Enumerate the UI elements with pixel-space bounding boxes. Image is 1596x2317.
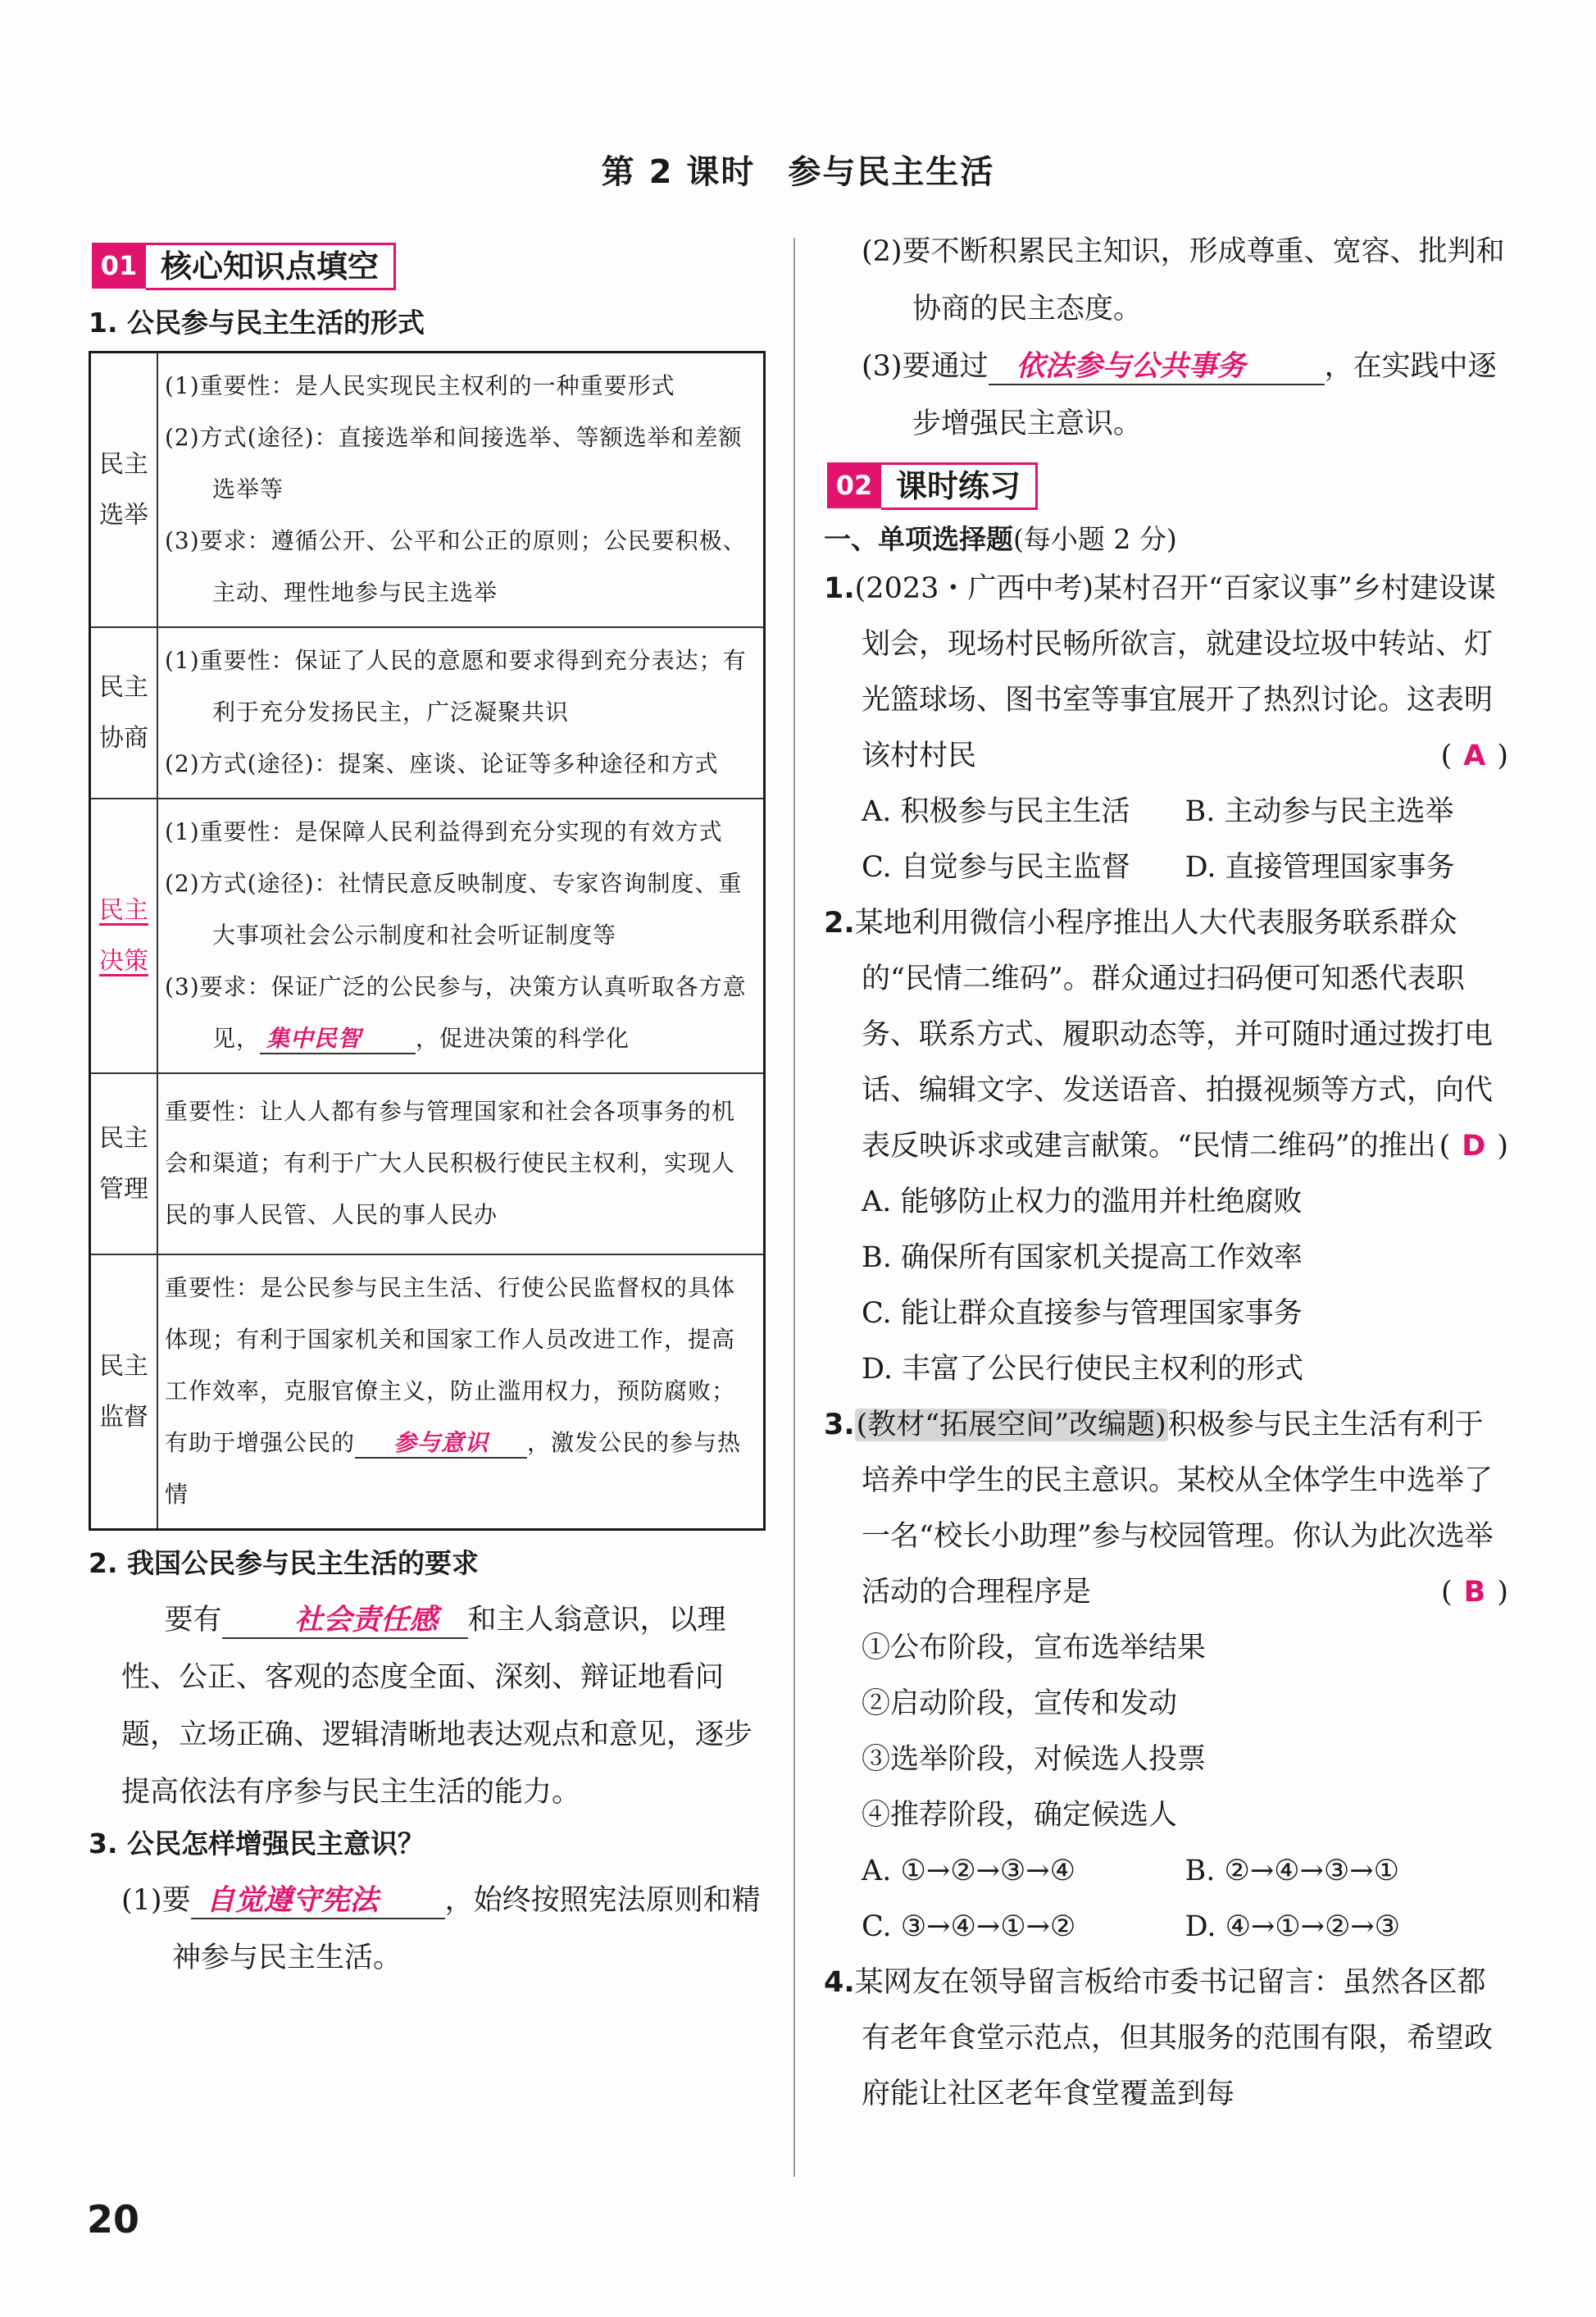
page-number: 20 xyxy=(87,2197,140,2242)
step-item: ③选举阶段，对候选人投票 xyxy=(862,1743,1207,1776)
list-item: (2)方式(途径)：社情民意反映制度、专家咨询制度、重大事项社会公示制度和社会听证制度等 xyxy=(165,870,743,949)
question-source: (2023・广西中考) xyxy=(854,572,1094,605)
list-item: (1)重要性：是保障人民利益得到充分实现的有效方式 xyxy=(165,818,723,845)
section-number: 02 xyxy=(827,462,881,508)
row-content xyxy=(157,627,765,799)
answer-slot: ( D ) xyxy=(1439,1130,1508,1163)
step-item: ②启动阶段，宣传和发动 xyxy=(862,1687,1178,1720)
row-head: 民主协商 xyxy=(90,627,158,799)
row-head: 民主监督 xyxy=(90,1254,158,1530)
fill-answer: 社会责任感 xyxy=(222,1603,468,1639)
forms-table xyxy=(89,351,766,1531)
awareness-item-3: (3)要通过 依法参与公共事务 ，在实践中逐步增强民主意识。 xyxy=(862,349,1497,440)
table-row xyxy=(90,1073,765,1254)
answer-slot: ( B ) xyxy=(1441,1576,1508,1609)
section-number: 01 xyxy=(92,243,146,289)
right-column xyxy=(824,223,1508,2122)
list-item: (1)重要性：保证了人民的意愿和要求得到充分表达；有利于充分发扬民主，广泛凝聚共识 xyxy=(165,647,747,726)
table-row xyxy=(90,799,765,1073)
list-item: (2)方式(途径)：提案、座谈、论证等多种途径和方式 xyxy=(165,750,719,777)
option-b: B. 确保所有国家机关提高工作效率 xyxy=(862,1241,1303,1274)
table-row xyxy=(90,1254,765,1530)
answer-letter: A xyxy=(1463,740,1486,772)
options-row xyxy=(824,840,1508,895)
column-divider xyxy=(793,238,795,2177)
awareness-item-1: (1)要 自觉遵守宪法 ，始终按照宪法原则和精神参与民主生活。 xyxy=(121,1883,761,1974)
options-row xyxy=(824,784,1508,840)
options-row xyxy=(824,1899,1508,1955)
step-item: ④推荐阶段，确定候选人 xyxy=(862,1799,1178,1832)
option-c: C. 自觉参与民主监督 xyxy=(862,851,1130,884)
fill-answer: 参与意识 xyxy=(355,1429,527,1459)
list-item: (3)要求：保证广泛的公民参与，决策方认真听取各方意见， 集中民智 ，促进决策的科学化 xyxy=(165,961,757,1064)
list-item: (2)方式(途径)：直接选举和间接选举、等额选举和差额选举等 xyxy=(165,424,743,503)
part-title: 一、单项选择题(每小题 2 分) xyxy=(824,523,1177,555)
option-a: A. ①→②→③→④ xyxy=(862,1855,1076,1887)
table-row xyxy=(90,627,765,799)
section-header-practice xyxy=(824,457,1508,515)
page-title xyxy=(0,146,1596,193)
option-b: B. 主动参与民主选举 xyxy=(1184,795,1454,828)
question-1: 1.(2023・广西中考)某村召开“百家议事”乡村建设谋划会，现场村民畅所欲言，就建设垃圾中转站、灯光篮球场、图书室等事宜展开了热烈讨论。这表明该村村民 ( A ) xyxy=(824,561,1508,784)
section-header-knowledge xyxy=(89,238,771,295)
list-item: (3)要求：遵循公开、公平和公正的原则；公民要积极、主动、理性地参与民主选举 xyxy=(165,527,747,606)
row-content: 重要性：是公民参与民主生活、行使公民监督权的具体体现；有利于国家机关和国家工作人员改进工作，提高工作效率，克服官僚主义，防止滥用权力，预防腐败；有助于增强公民的 参与意识 ，激发公民的参与热情 xyxy=(157,1254,765,1530)
list-item: (1)重要性：是人民实现民主权利的一种重要形式 xyxy=(165,372,675,399)
question-2: 2.某地利用微信小程序推出人大代表服务联系群众的“民情二维码”。群众通过扫码便可知悉代表职务、联系方式、履职动态等，并可随时通过拨打电话、编辑文字、发送语音、拍摄视频等方式，向代表反映诉求或建言献策。“民情二维码”的推出 ( D ) xyxy=(824,895,1508,1174)
option-c: C. 能让群众直接参与管理国家事务 xyxy=(862,1297,1303,1330)
fill-answer: 自觉遵守宪法 xyxy=(191,1883,445,1919)
question-3: 3.(教材“拓展空间”改编题)积极参与民主生活有利于培养中学生的民主意识。某校从全体学生中选举了一名“校长小助理”参与校园管理。你认为此次选举活动的合理程序是 ( B ) xyxy=(824,1397,1508,1620)
question-4: 4.某网友在领导留言板给市委书记留言：虽然各区都有老年食堂示范点，但其服务的范围有限，希望政府能让社区老年食堂覆盖到每 xyxy=(824,1966,1494,2110)
fill-answer: 依法参与公共事务 xyxy=(989,349,1325,385)
section-label: 核心知识点填空 xyxy=(146,243,396,290)
awareness-item-2: (2)要不断积累民主知识，形成尊重、宽容、批判和协商的民主态度。 xyxy=(862,235,1505,325)
step-item: ①公布阶段，宣布选举结果 xyxy=(862,1632,1207,1664)
lesson-title: 参与民主生活 xyxy=(788,153,995,191)
option-d: D. 丰富了公民行使民主权利的形式 xyxy=(862,1353,1304,1386)
option-d: D. ④→①→②→③ xyxy=(1184,1910,1401,1943)
option-c: C. ③→④→①→② xyxy=(862,1910,1076,1943)
table-row xyxy=(90,353,765,628)
option-a: A. 能够防止权力的滥用并杜绝腐败 xyxy=(862,1186,1303,1218)
fill-answer: 集中民智 xyxy=(260,1025,416,1054)
requirements-paragraph: 要有 社会责任感 和主人翁意识，以理性、公正、客观的态度全面、深刻、辩证地看问题，立场正确、逻辑清晰地表达观点和意见，逐步提高依法有序参与民主生活的能力。 xyxy=(121,1603,753,1809)
left-column xyxy=(89,238,771,1987)
option-b: B. ②→④→③→① xyxy=(1184,1855,1399,1887)
subheading-requirements: 2. 我国公民参与民主生活的要求 xyxy=(89,1547,479,1579)
subheading-awareness: 3. 公民怎样增强民主意识？ xyxy=(89,1828,425,1860)
option-a: A. 积极参与民主生活 xyxy=(862,795,1130,828)
section-label: 课时练习 xyxy=(881,462,1038,510)
lesson-number: 第 2 课时 xyxy=(601,153,756,191)
row-content xyxy=(157,799,765,1073)
answer-letter: D xyxy=(1462,1130,1486,1163)
option-d: D. 直接管理国家事务 xyxy=(1184,851,1455,884)
subheading-forms: 1. 公民参与民主生活的形式 xyxy=(89,307,425,339)
row-content xyxy=(157,353,765,628)
answer-letter: B xyxy=(1463,1576,1486,1609)
question-source: (教材“拓展空间”改编题) xyxy=(856,1409,1166,1441)
row-head: 民主选举 xyxy=(90,353,158,628)
row-head: 民主管理 xyxy=(90,1073,158,1254)
row-head-filled: 民主决策 xyxy=(90,799,158,1073)
row-content: 重要性：让人人都有参与管理国家和社会各项事务的机会和渠道；有利于广大人民积极行使民主权利，实现人民的事人民管、人民的事人民办 xyxy=(157,1073,765,1254)
options-row xyxy=(824,1843,1508,1899)
answer-slot: ( A ) xyxy=(1440,740,1508,772)
